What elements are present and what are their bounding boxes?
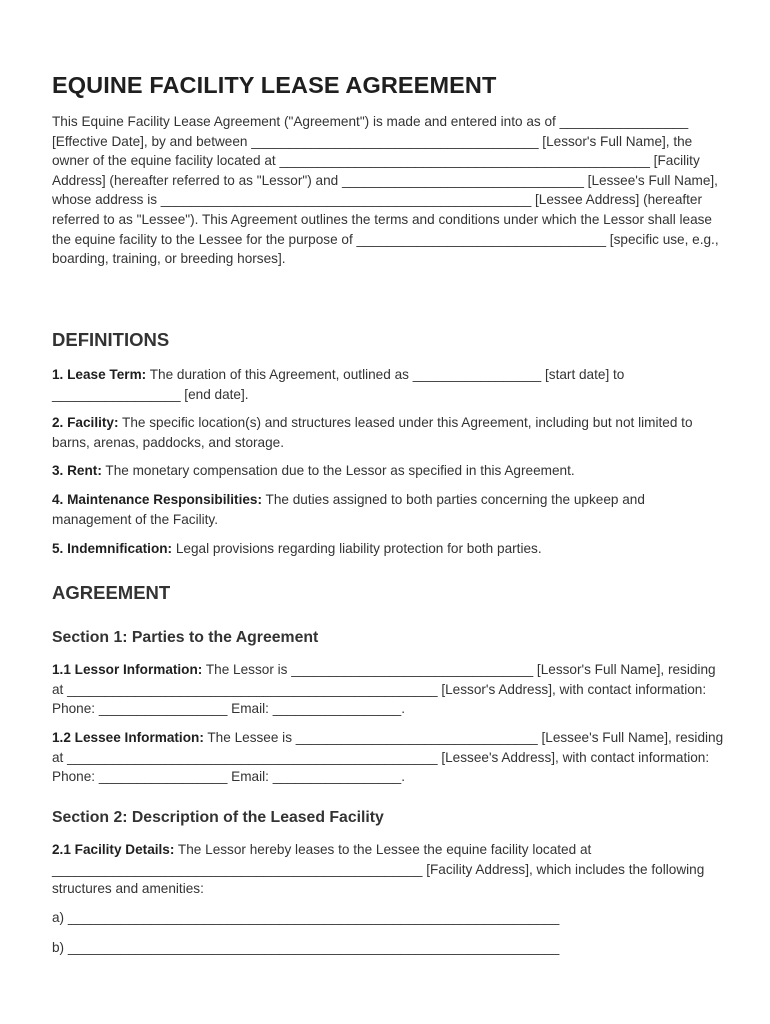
lessor-information [52, 660, 724, 719]
definition-text: The duties assigned to both parties concerning the upkeep and management of the Facility. [52, 492, 645, 527]
lessee-information [52, 728, 724, 787]
clause-label: 1.2 Lessee Information: [52, 730, 204, 745]
amenity-line-a: a) _________________________________________________________________ [52, 910, 560, 925]
definition-label: 3. Rent: [52, 463, 102, 478]
definition-label: 2. Facility: [52, 415, 119, 430]
clause-label: 2.1 Facility Details: [52, 842, 175, 857]
definition-lease-term [52, 365, 724, 404]
definition-label: 5. Indemnification: [52, 541, 173, 556]
section1-heading: Section 1: Parties to the Agreement [52, 629, 319, 646]
definition-label: 1. Lease Term: [52, 367, 147, 382]
agreement-heading: AGREEMENT [52, 582, 171, 603]
definitions-heading: DEFINITIONS [52, 329, 170, 350]
section2-heading: Section 2: Description of the Leased Facility [52, 809, 384, 826]
definition-rent [52, 461, 724, 481]
document-title: EQUINE FACILITY LEASE AGREEMENT [52, 72, 497, 98]
intro-paragraph: This Equine Facility Lease Agreement ("Agreement") is made and entered into as of _________________ [Effective Date], by and between ______________________________________ [Lessor's Full Name], the owner of the equine facility located at _________________________________________________ [Facility Address] (hereafter referred to as "Lessor") and ________________________________ [Lessee's Full Name], whose address is _________________________________________________ [Lessee Address] (hereafter referred to as "Lessee"). This Agreement outlines the terms and conditions under which the Lessor shall lease the equine facility to the Lessee for the purpose of _________________________________ [specific use, e.g., boarding, training, or breeding horses]. [52, 114, 719, 267]
clause-text: The Lessor hereby leases to the Lessee the equine facility located at _________________________________________________ [Facility Address], which includes the following structures and amenities: [52, 842, 705, 897]
definition-text: The monetary compensation due to the Lessor as specified in this Agreement. [101, 463, 575, 478]
clause-text: The Lessor is ________________________________ [Lessor's Full Name], residing at _________________________________________________ [Lessor's Address], with contact information: Phone: _________________ Email: _________________. [52, 662, 716, 717]
definition-text: Legal provisions regarding liability protection for both parties. [172, 541, 542, 556]
definition-maintenance [52, 490, 724, 529]
definition-label: 4. Maintenance Responsibilities: [52, 492, 262, 507]
definition-facility [52, 413, 724, 452]
facility-details [52, 840, 724, 899]
definition-text: The specific location(s) and structures leased under this Agreement, including but not limited to barns, arenas, paddocks, and storage. [52, 415, 693, 450]
definition-indemnification [52, 539, 724, 559]
amenity-line-b: b) _________________________________________________________________ [52, 940, 560, 955]
clause-text: The Lessee is ________________________________ [Lessee's Full Name], residing at _________________________________________________ [Lessee's Address], with contact information: Phone: _________________ Email: _________________. [52, 730, 724, 785]
definition-text: The duration of this Agreement, outlined as _________________ [start date] to _________________ [end date]. [52, 367, 625, 402]
clause-label: 1.1 Lessor Information: [52, 662, 203, 677]
